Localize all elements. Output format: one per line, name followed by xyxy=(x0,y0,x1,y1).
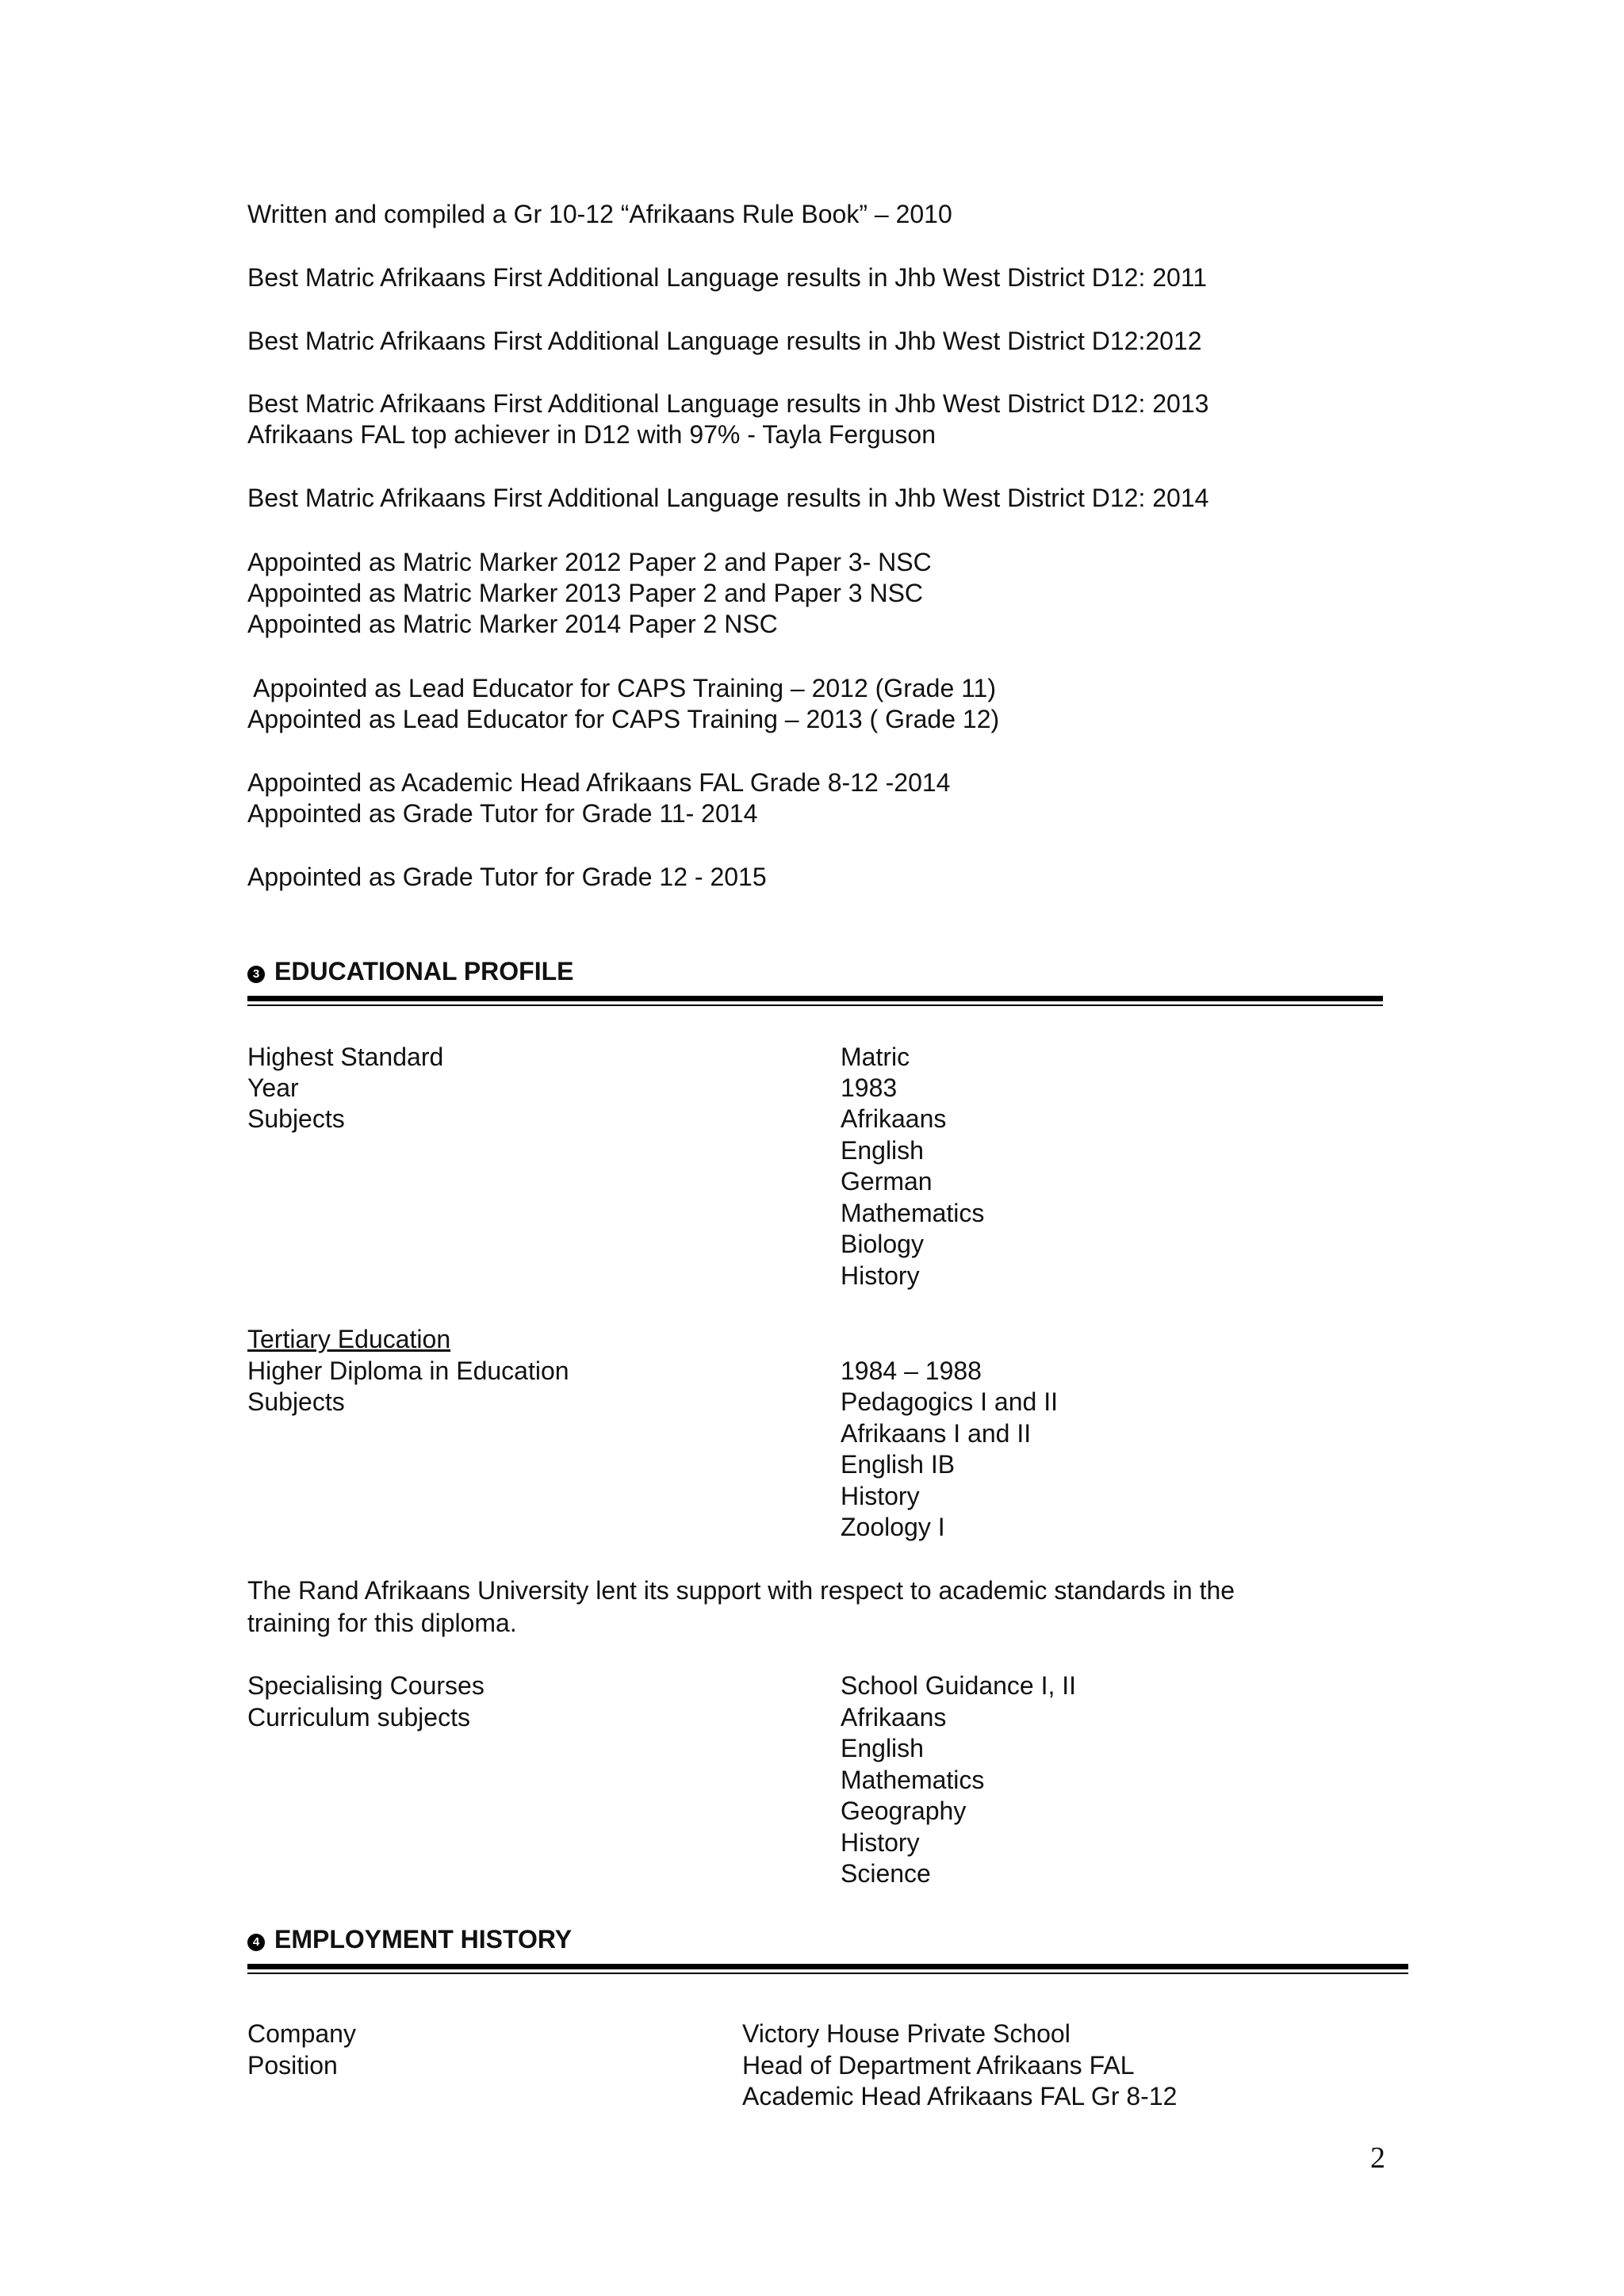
section-divider xyxy=(247,1973,1408,1974)
field-value: Head of Department Afrikaans FAL xyxy=(742,2051,1135,2080)
numbered-bullet-icon: 4 xyxy=(247,1934,265,1951)
field-value: Matric xyxy=(841,1043,910,1071)
page-number: 2 xyxy=(1370,2141,1385,2175)
subject-item: Mathematics xyxy=(841,1766,985,1794)
section-divider xyxy=(247,1004,1383,1006)
section-heading-label: EMPLOYMENT HISTORY xyxy=(274,1925,573,1954)
achievement-line: Appointed as Matric Marker 2013 Paper 2 and Paper 3 NSC xyxy=(247,579,924,607)
paragraph-line: training for this diploma. xyxy=(247,1609,517,1637)
achievement-line: Appointed as Grade Tutor for Grade 12 - 2015 xyxy=(247,863,767,891)
subject-item: Afrikaans xyxy=(841,1104,947,1133)
subject-item: History xyxy=(841,1828,920,1857)
achievement-line: Appointed as Lead Educator for CAPS Training – 2013 ( Grade 12) xyxy=(247,705,1000,733)
subject-item: Mathematics xyxy=(841,1199,985,1227)
subject-item: English xyxy=(841,1136,924,1165)
field-label: Higher Diploma in Education xyxy=(247,1357,569,1385)
field-label: Specialising Courses xyxy=(247,1671,485,1700)
field-label: Curriculum subjects xyxy=(247,1703,470,1732)
field-label: Highest Standard xyxy=(247,1043,444,1071)
achievement-line: Appointed as Grade Tutor for Grade 11- 2014 xyxy=(247,799,758,828)
field-value: School Guidance I, II xyxy=(841,1671,1077,1700)
achievement-line: Appointed as Matric Marker 2012 Paper 2 and Paper 3- NSC xyxy=(247,548,932,576)
subject-item: English IB xyxy=(841,1450,956,1479)
section-divider xyxy=(247,1964,1408,1969)
section-heading-education xyxy=(247,955,573,987)
field-label: Year xyxy=(247,1073,299,1102)
achievement-line: Appointed as Lead Educator for CAPS Training – 2012 (Grade 11) xyxy=(247,674,996,702)
achievement-line: Best Matric Afrikaans First Additional Language results in Jhb West District D12: 2013 xyxy=(247,389,1209,418)
achievement-line: Written and compiled a Gr 10-12 “Afrikaans Rule Book” – 2010 xyxy=(247,200,952,228)
field-value: Academic Head Afrikaans FAL Gr 8-12 xyxy=(742,2082,1178,2110)
subject-item: Geography xyxy=(841,1797,967,1825)
subject-item: Pedagogics I and II xyxy=(841,1387,1058,1416)
field-label: Subjects xyxy=(247,1104,345,1133)
field-label: Company xyxy=(247,2019,356,2048)
subject-item: History xyxy=(841,1482,920,1510)
subject-item: English xyxy=(841,1734,924,1762)
achievement-line: Appointed as Matric Marker 2014 Paper 2 NSC xyxy=(247,610,778,638)
achievement-line: Best Matric Afrikaans First Additional Language results in Jhb West District D12: 2011 xyxy=(247,263,1208,292)
achievement-line: Appointed as Academic Head Afrikaans FAL Grade 8-12 -2014 xyxy=(247,768,951,797)
subject-item: Zoology I xyxy=(841,1513,945,1541)
subject-item: German xyxy=(841,1167,933,1196)
numbered-bullet-icon: 3 xyxy=(247,966,265,983)
subject-item: History xyxy=(841,1261,920,1290)
achievement-line: Afrikaans FAL top achiever in D12 with 97% - Tayla Ferguson xyxy=(247,420,936,449)
section-heading-label: EDUCATIONAL PROFILE xyxy=(274,957,574,985)
subject-item: Afrikaans I and II xyxy=(841,1419,1032,1448)
subject-item: Biology xyxy=(841,1230,924,1258)
field-value: 1984 – 1988 xyxy=(841,1357,982,1385)
achievement-line: Best Matric Afrikaans First Additional Language results in Jhb West District D12: 2014 xyxy=(247,484,1209,512)
subheading-tertiary: Tertiary Education xyxy=(247,1325,451,1353)
section-divider xyxy=(247,996,1383,1001)
field-value: Victory House Private School xyxy=(742,2019,1071,2048)
subject-item: Science xyxy=(841,1859,931,1888)
field-label: Subjects xyxy=(247,1387,345,1416)
subject-item: Afrikaans xyxy=(841,1703,947,1732)
paragraph-line: The Rand Afrikaans University lent its support with respect to academic standards in the xyxy=(247,1576,1235,1605)
field-value: 1983 xyxy=(841,1073,898,1102)
achievement-line: Best Matric Afrikaans First Additional Language results in Jhb West District D12:2012 xyxy=(247,327,1202,355)
field-label: Position xyxy=(247,2051,338,2080)
section-heading-employment xyxy=(247,1923,572,1955)
